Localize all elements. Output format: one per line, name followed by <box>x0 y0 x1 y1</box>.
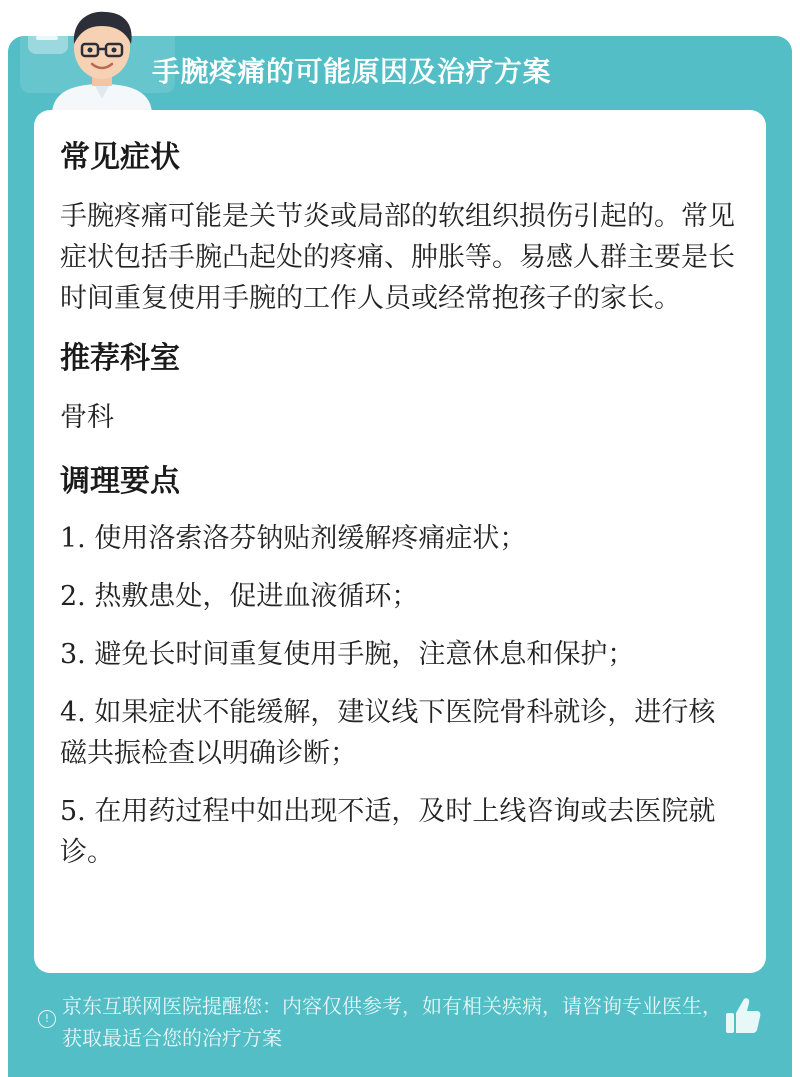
list-item-text: 避免长时间重复使用手腕，注意休息和保护； <box>94 639 635 670</box>
content-card <box>34 110 766 973</box>
care-list <box>60 518 740 873</box>
list-item-number: 5. <box>60 796 86 827</box>
page-title: 手腕疼痛的可能原因及治疗方案 <box>152 55 552 88</box>
list-item-text: 使用洛索洛芬钠贴剂缓解疼痛症状； <box>94 523 527 554</box>
thumbs-up-icon[interactable] <box>724 995 762 1035</box>
list-item-text: 如果症状不能缓解，建议线下医院骨科就诊，进行核磁共振检查以明确诊断； <box>60 697 716 769</box>
list-item-text: 热敷患处，促进血液循环； <box>94 581 419 612</box>
list-item-text: 在用药过程中如出现不适，及时上线咨询或去医院就诊。 <box>60 796 716 868</box>
list-item <box>60 692 740 774</box>
list-item <box>60 634 740 675</box>
info-icon: ! <box>38 1010 56 1028</box>
list-item-number: 3. <box>60 639 86 670</box>
department-text: 骨科 <box>60 402 114 433</box>
list-item-number: 2. <box>60 581 86 612</box>
symptoms-text: 手腕疼痛可能是关节炎或局部的软组织损伤引起的。常见症状包括手腕凸起处的疼痛、肿胀等。易感人群主要是长时间重复使用手腕的工作人员或经常抱孩子的家长。 <box>60 201 735 314</box>
doctor-avatar <box>42 4 162 112</box>
department-heading: 推荐科室 <box>60 341 180 376</box>
list-item <box>60 791 740 873</box>
list-item <box>60 518 740 559</box>
list-item-number: 4. <box>60 697 86 728</box>
symptoms-heading: 常见症状 <box>60 140 180 175</box>
care-heading: 调理要点 <box>60 464 180 499</box>
list-item-number: 1. <box>60 523 86 554</box>
list-item <box>60 576 740 617</box>
disclaimer-text: 京东互联网医院提醒您：内容仅供参考，如有相关疾病，请咨询专业医生，获取最适合您的治疗方案 <box>62 994 722 1050</box>
